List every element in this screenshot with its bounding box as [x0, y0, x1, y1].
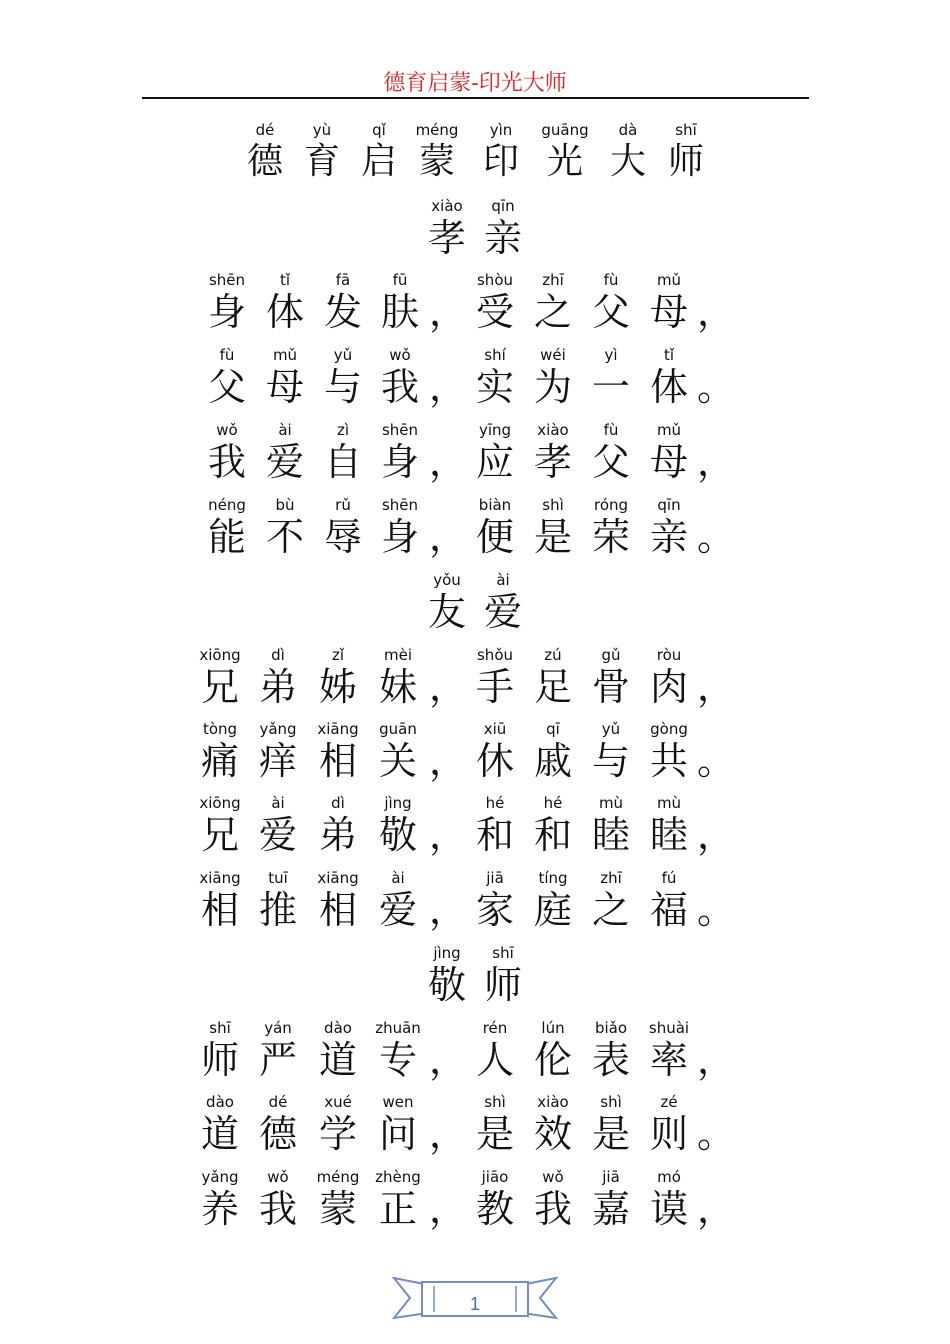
hanzi-character: 敬	[427, 963, 467, 1007]
hanzi-character: 休	[475, 739, 515, 783]
hanzi-character: 学	[318, 1112, 358, 1156]
hanzi-character: 伦	[533, 1038, 573, 1082]
hanzi-character: 之	[533, 290, 573, 334]
hanzi-character: 印	[482, 141, 520, 182]
hanzi-line	[0, 886, 950, 934]
page-header-title: 德育启蒙-印光大师	[383, 71, 567, 96]
hanzi-line	[0, 288, 950, 336]
pinyin-syllable: mù	[598, 794, 624, 812]
punctuation-mark: ，	[428, 1112, 468, 1156]
hanzi-line	[0, 513, 950, 561]
hanzi-character: 痛	[200, 739, 240, 783]
pinyin-syllable: rén	[482, 1019, 508, 1037]
hanzi-character: 嘉	[591, 1187, 631, 1231]
pinyin-syllable: shǒu	[476, 646, 514, 664]
pinyin-syllable: zhèng	[375, 1168, 421, 1186]
pinyin-syllable: ài	[271, 794, 285, 812]
pinyin-syllable: fú	[661, 869, 677, 887]
hanzi-character: 不	[265, 515, 305, 559]
pinyin-syllable: fù	[603, 421, 619, 439]
pinyin-syllable: guān	[379, 720, 417, 738]
hanzi-character: 兄	[200, 665, 240, 709]
hanzi-character: 蒙	[418, 141, 456, 182]
pinyin-syllable: qīn	[491, 197, 515, 215]
pinyin-syllable: shì	[542, 496, 564, 514]
pinyin-syllable: mó	[657, 1168, 681, 1186]
hanzi-character: 人	[475, 1038, 515, 1082]
header-divider	[142, 97, 809, 99]
pinyin-syllable: yǒu	[433, 571, 461, 589]
pinyin-syllable: xué	[324, 1093, 352, 1111]
hanzi-character: 戚	[533, 739, 573, 783]
pinyin-syllable: yù	[312, 121, 332, 139]
pinyin-syllable: mǔ	[272, 346, 298, 364]
pinyin-syllable: wǒ	[542, 1168, 564, 1186]
pinyin-syllable: néng	[208, 496, 246, 514]
hanzi-character: 姊	[318, 665, 358, 709]
pinyin-syllable: shī	[492, 944, 514, 962]
hanzi-character: 父	[591, 290, 631, 334]
pinyin-syllable: yì	[604, 346, 618, 364]
punctuation-mark: ，	[428, 888, 468, 932]
punctuation-mark: ，	[428, 1038, 468, 1082]
pinyin-syllable: rǔ	[335, 496, 351, 514]
hanzi-character: 爱	[258, 813, 298, 857]
hanzi-character: 庭	[533, 888, 573, 932]
hanzi-character: 道	[318, 1038, 358, 1082]
hanzi-character: 孝	[533, 440, 573, 484]
hanzi-character: 痒	[258, 739, 298, 783]
pinyin-syllable: yīng	[478, 421, 512, 439]
pinyin-syllable: wǒ	[216, 421, 238, 439]
pinyin-syllable: xiōng	[199, 794, 241, 812]
hanzi-line	[0, 1185, 950, 1233]
hanzi-character: 睦	[591, 813, 631, 857]
hanzi-line	[0, 588, 950, 636]
pinyin-syllable: gǔ	[601, 646, 621, 664]
hanzi-character: 父	[591, 440, 631, 484]
pinyin-syllable: yǎng	[259, 720, 297, 738]
hanzi-character: 教	[475, 1187, 515, 1231]
hanzi-character: 母	[649, 440, 689, 484]
pinyin-syllable: jìng	[384, 794, 412, 812]
pinyin-syllable: zhī	[600, 869, 622, 887]
pinyin-syllable: zì	[336, 421, 350, 439]
hanzi-character: 大	[609, 141, 647, 182]
hanzi-character: 育	[303, 141, 341, 182]
pinyin-syllable: dà	[618, 121, 638, 139]
hanzi-character: 自	[323, 440, 363, 484]
hanzi-character: 则	[649, 1112, 689, 1156]
hanzi-character: 表	[591, 1038, 631, 1082]
pinyin-syllable: tǐ	[279, 271, 291, 289]
hanzi-character: 肤	[380, 290, 420, 334]
pinyin-syllable: mèi	[383, 646, 413, 664]
punctuation-mark: ，	[428, 515, 468, 559]
pinyin-syllable: mǔ	[656, 271, 682, 289]
pinyin-syllable: gòng	[650, 720, 688, 738]
pinyin-syllable: zú	[544, 646, 562, 664]
hanzi-character: 亲	[649, 515, 689, 559]
hanzi-character: 是	[475, 1112, 515, 1156]
hanzi-character: 严	[258, 1038, 298, 1082]
pinyin-syllable: xiào	[431, 197, 463, 215]
hanzi-character: 德	[258, 1112, 298, 1156]
hanzi-line	[0, 138, 950, 186]
hanzi-character: 敬	[378, 813, 418, 857]
pinyin-syllable: shēn	[208, 271, 246, 289]
pinyin-syllable: dào	[324, 1019, 352, 1037]
pinyin-syllable: shuài	[648, 1019, 690, 1037]
pinyin-syllable: xiāng	[317, 720, 359, 738]
hanzi-character: 弟	[258, 665, 298, 709]
hanzi-character: 足	[533, 665, 573, 709]
hanzi-character: 妹	[378, 665, 418, 709]
hanzi-character: 受	[475, 290, 515, 334]
hanzi-line	[0, 737, 950, 785]
hanzi-character: 光	[546, 141, 584, 182]
hanzi-character: 谟	[649, 1187, 689, 1231]
hanzi-character: 实	[475, 365, 515, 409]
hanzi-character: 我	[380, 365, 420, 409]
hanzi-character: 师	[483, 963, 523, 1007]
hanzi-character: 德	[246, 141, 284, 182]
hanzi-character: 身	[380, 440, 420, 484]
punctuation-mark: ，	[428, 813, 468, 857]
pinyin-syllable: shòu	[476, 271, 514, 289]
hanzi-line	[0, 1036, 950, 1084]
pinyin-syllable: shì	[600, 1093, 622, 1111]
hanzi-character: 体	[265, 290, 305, 334]
hanzi-character: 养	[200, 1187, 240, 1231]
punctuation-mark: ，	[696, 290, 736, 334]
pinyin-syllable: ài	[496, 571, 510, 589]
hanzi-character: 效	[533, 1112, 573, 1156]
hanzi-character: 启	[360, 141, 398, 182]
hanzi-character: 是	[591, 1112, 631, 1156]
pinyin-syllable: shī	[675, 121, 697, 139]
pinyin-syllable: hé	[543, 794, 563, 812]
page-number: 1	[469, 1294, 480, 1314]
punctuation-mark: ，	[428, 1187, 468, 1231]
page-footer	[0, 1272, 950, 1332]
hanzi-character: 福	[649, 888, 689, 932]
pinyin-syllable: jiāo	[481, 1168, 509, 1186]
hanzi-character: 与	[323, 365, 363, 409]
hanzi-character: 和	[475, 813, 515, 857]
hanzi-character: 和	[533, 813, 573, 857]
hanzi-character: 相	[318, 888, 358, 932]
pinyin-syllable: dì	[271, 646, 285, 664]
pinyin-syllable: guāng	[541, 121, 589, 139]
hanzi-character: 弟	[318, 813, 358, 857]
hanzi-character: 友	[427, 590, 467, 634]
pinyin-syllable: xiōng	[199, 646, 241, 664]
hanzi-character: 爱	[483, 590, 523, 634]
hanzi-character: 兄	[200, 813, 240, 857]
punctuation-mark: ，	[696, 1038, 736, 1082]
pinyin-syllable: ài	[391, 869, 405, 887]
hanzi-character: 师	[200, 1038, 240, 1082]
punctuation-mark: ，	[428, 665, 468, 709]
pinyin-syllable: ài	[278, 421, 292, 439]
punctuation-mark: 。	[696, 515, 736, 559]
pinyin-syllable: wǒ	[389, 346, 411, 364]
hanzi-character: 便	[475, 515, 515, 559]
pinyin-syllable: xiāng	[199, 869, 241, 887]
hanzi-line	[0, 1110, 950, 1158]
hanzi-character: 问	[378, 1112, 418, 1156]
hanzi-character: 能	[207, 515, 247, 559]
pinyin-syllable: yìn	[489, 121, 513, 139]
pinyin-syllable: méng	[316, 1168, 360, 1186]
pinyin-syllable: mù	[656, 794, 682, 812]
pinyin-syllable: zǐ	[331, 646, 345, 664]
pinyin-syllable: lún	[541, 1019, 565, 1037]
pinyin-syllable: biǎo	[594, 1019, 628, 1037]
pinyin-syllable: fā	[335, 271, 351, 289]
hanzi-character: 爱	[265, 440, 305, 484]
hanzi-character: 推	[258, 888, 298, 932]
pinyin-syllable: wéi	[540, 346, 566, 364]
hanzi-character: 发	[323, 290, 363, 334]
hanzi-character: 家	[475, 888, 515, 932]
punctuation-mark: ，	[696, 440, 736, 484]
pinyin-syllable: jìng	[433, 944, 461, 962]
hanzi-character: 率	[649, 1038, 689, 1082]
punctuation-mark: 。	[696, 1112, 736, 1156]
pinyin-syllable: qīn	[657, 496, 681, 514]
pinyin-syllable: shēn	[381, 421, 419, 439]
hanzi-character: 手	[475, 665, 515, 709]
punctuation-mark: ，	[428, 739, 468, 783]
hanzi-character: 关	[378, 739, 418, 783]
pinyin-syllable: shēn	[381, 496, 419, 514]
pinyin-syllable: fù	[603, 271, 619, 289]
pinyin-syllable: shí	[484, 346, 506, 364]
pinyin-syllable: dào	[206, 1093, 234, 1111]
pinyin-syllable: xiào	[537, 421, 569, 439]
hanzi-character: 相	[318, 739, 358, 783]
hanzi-character: 辱	[323, 515, 363, 559]
pinyin-syllable: qǐ	[372, 121, 386, 139]
hanzi-character: 我	[207, 440, 247, 484]
punctuation-mark: 。	[696, 365, 736, 409]
pinyin-syllable: xiū	[483, 720, 507, 738]
hanzi-character: 父	[207, 365, 247, 409]
pinyin-syllable: mǔ	[656, 421, 682, 439]
pinyin-syllable: biàn	[478, 496, 512, 514]
pinyin-syllable: róng	[593, 496, 629, 514]
pinyin-syllable: tòng	[202, 720, 238, 738]
hanzi-character: 爱	[378, 888, 418, 932]
hanzi-character: 相	[200, 888, 240, 932]
hanzi-character: 道	[200, 1112, 240, 1156]
pinyin-syllable: wǒ	[267, 1168, 289, 1186]
pinyin-syllable: yǔ	[601, 720, 621, 738]
hanzi-character: 专	[378, 1038, 418, 1082]
hanzi-character: 我	[258, 1187, 298, 1231]
pinyin-syllable: yǎng	[201, 1168, 239, 1186]
hanzi-character: 身	[207, 290, 247, 334]
pinyin-syllable: méng	[415, 121, 459, 139]
pinyin-syllable: zhī	[542, 271, 564, 289]
pinyin-syllable: ròu	[656, 646, 682, 664]
hanzi-character: 体	[649, 365, 689, 409]
hanzi-character: 共	[649, 739, 689, 783]
pinyin-syllable: yǔ	[333, 346, 353, 364]
hanzi-character: 孝	[427, 216, 467, 260]
punctuation-mark: ，	[696, 665, 736, 709]
pinyin-syllable: jiā	[602, 1168, 620, 1186]
hanzi-character: 师	[667, 141, 705, 182]
pinyin-syllable: jiā	[486, 869, 504, 887]
hanzi-character: 为	[533, 365, 573, 409]
pinyin-syllable: zé	[660, 1093, 678, 1111]
pinyin-syllable: dé	[268, 1093, 288, 1111]
pinyin-syllable: shì	[484, 1093, 506, 1111]
hanzi-line	[0, 961, 950, 1009]
pinyin-syllable: xiào	[537, 1093, 569, 1111]
punctuation-mark: ，	[696, 1187, 736, 1231]
hanzi-character: 母	[649, 290, 689, 334]
hanzi-character: 亲	[483, 216, 523, 260]
hanzi-character: 正	[378, 1187, 418, 1231]
punctuation-mark: 。	[696, 888, 736, 932]
hanzi-character: 一	[591, 365, 631, 409]
pinyin-syllable: fū	[392, 271, 408, 289]
hanzi-character: 肉	[649, 665, 689, 709]
hanzi-line	[0, 811, 950, 859]
hanzi-line	[0, 438, 950, 486]
hanzi-character: 我	[533, 1187, 573, 1231]
punctuation-mark: 。	[696, 739, 736, 783]
hanzi-character: 睦	[649, 813, 689, 857]
hanzi-character: 身	[380, 515, 420, 559]
hanzi-character: 蒙	[318, 1187, 358, 1231]
pinyin-syllable: xiāng	[317, 869, 359, 887]
hanzi-line	[0, 214, 950, 262]
pinyin-syllable: tíng	[538, 869, 568, 887]
pinyin-syllable: shī	[209, 1019, 231, 1037]
hanzi-character: 母	[265, 365, 305, 409]
punctuation-mark: ，	[428, 365, 468, 409]
pinyin-syllable: yán	[264, 1019, 292, 1037]
hanzi-character: 之	[591, 888, 631, 932]
punctuation-mark: ，	[696, 813, 736, 857]
hanzi-character: 与	[591, 739, 631, 783]
hanzi-line	[0, 363, 950, 411]
hanzi-character: 是	[533, 515, 573, 559]
pinyin-syllable: qī	[546, 720, 560, 738]
pinyin-syllable: wen	[382, 1093, 414, 1111]
pinyin-syllable: dé	[255, 121, 275, 139]
punctuation-mark: ，	[428, 440, 468, 484]
hanzi-character: 应	[475, 440, 515, 484]
pinyin-syllable: dì	[331, 794, 345, 812]
hanzi-line	[0, 663, 950, 711]
pinyin-syllable: hé	[485, 794, 505, 812]
pinyin-syllable: zhuān	[375, 1019, 421, 1037]
pinyin-syllable: tǐ	[663, 346, 675, 364]
pinyin-syllable: fù	[219, 346, 235, 364]
pinyin-syllable: bù	[275, 496, 295, 514]
hanzi-character: 骨	[591, 665, 631, 709]
hanzi-character: 荣	[591, 515, 631, 559]
pinyin-syllable: tuī	[268, 869, 288, 887]
punctuation-mark: ，	[428, 290, 468, 334]
